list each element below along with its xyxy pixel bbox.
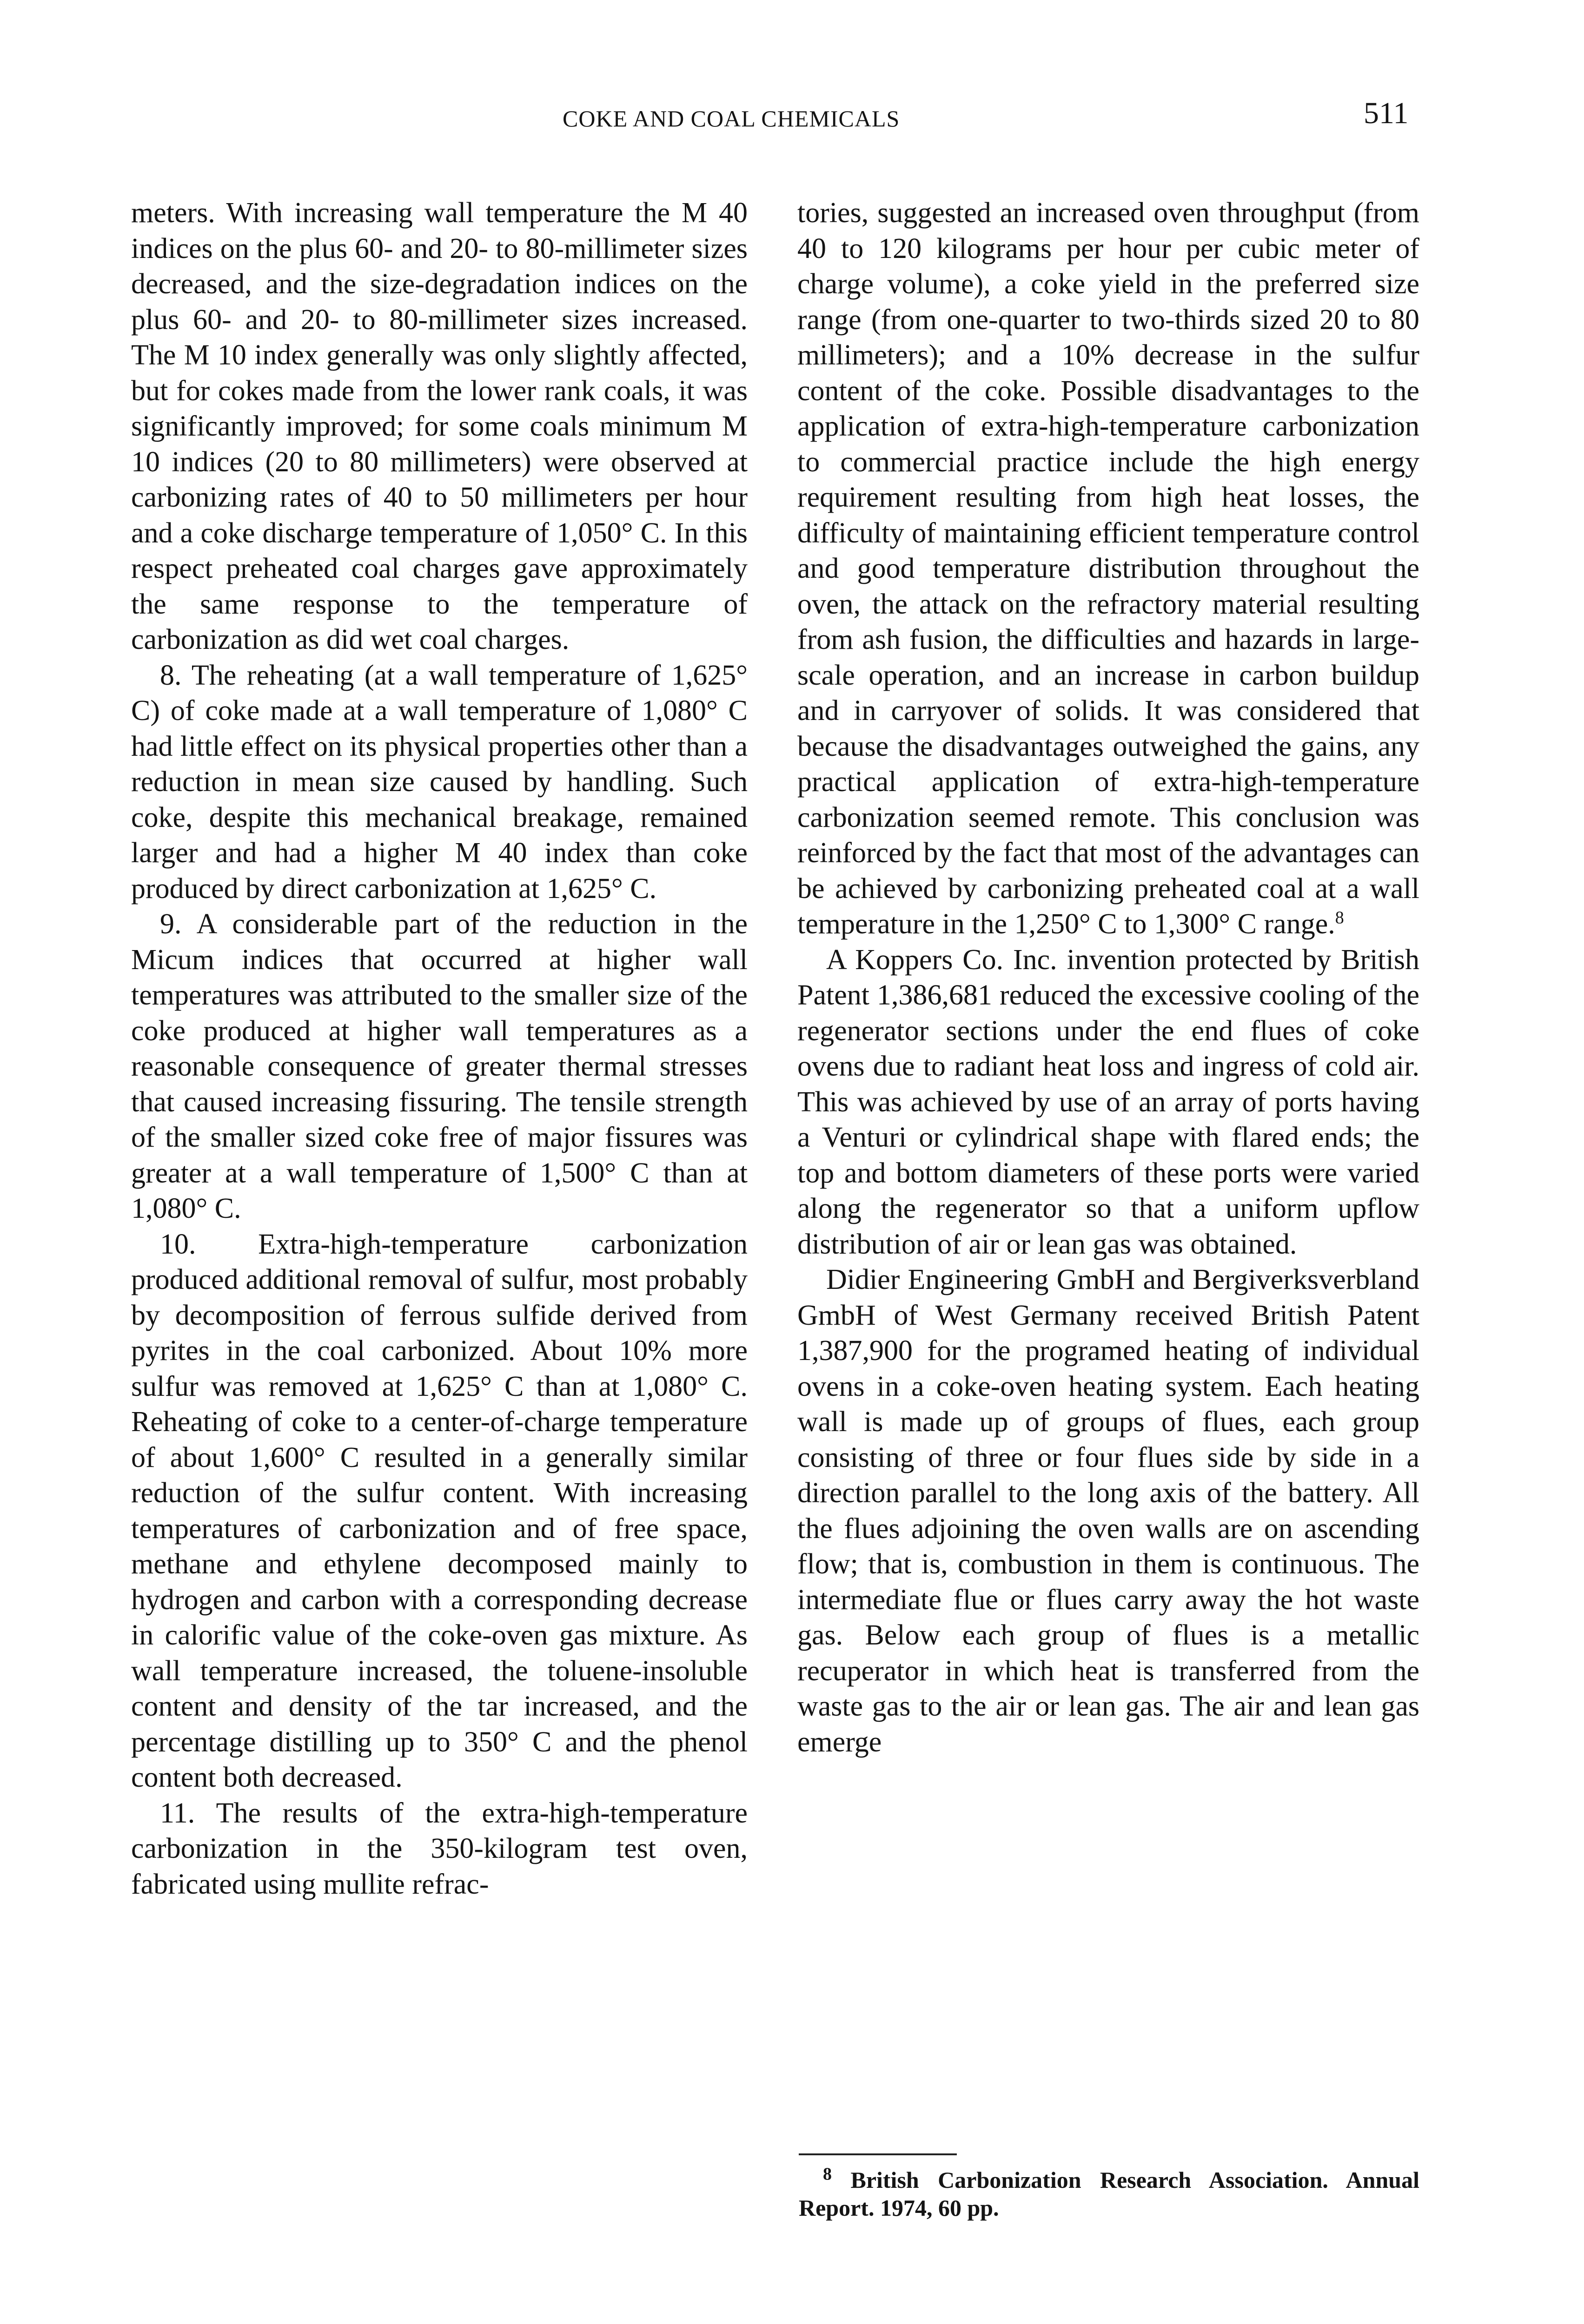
paragraph: 9. A considerable part of the reduction in the Micum indices that occurred at higher wall temperatures was attributed to the smaller size of the coke produced at higher wall temperatures as a reasonable consequence of greater thermal stresses that caused increasing fissuring. The tensile strength of the smaller sized coke free of major fissures was greater at a wall temperature of 1,500° C than at 1,080° C. <box>131 908 748 1224</box>
page-number: 511 <box>1364 96 1409 130</box>
footnote <box>799 2166 1419 2222</box>
footnote-reference[interactable]: 8 <box>1335 908 1344 928</box>
footnote-marker: 8 <box>823 2164 832 2184</box>
paragraph: 11. The results of the extra-high-temperature carbonization in the 350-kilogram test oven, fabricated using mullite refrac- <box>131 1797 748 1900</box>
paragraph: 8. The reheating (at a wall temperature of 1,625° C) of coke made at a wall temperature of 1,080° C had little effect on its physical properties other than a reduction in mean size caused by handling. Such coke, despite this mechanical breakage, remained larger and had a higher M 40 index than coke produced by direct carbonization at 1,625° C. <box>131 659 748 905</box>
paragraph: A Koppers Co. Inc. invention protected by British Patent 1,386,681 reduced the excessive cooling of the regenerator sections under the end flues of coke ovens due to radiant heat loss and ingress of cold air. This was achieved by use of an array of ports having a Venturi or cylindrical shape with flared ends; the top and bottom diameters of these ports were varied along the regenerator so that a uniform upflow distribution of air or lean gas was obtained. <box>797 944 1419 1260</box>
paragraph-text: tories, suggested an increased oven throughput (from 40 to 120 kilograms per hour per cubic meter of charge volume), a coke yield in the preferred size range (from one-quarter to two-thirds sized 20 to 80 millimeters); and a 10% decrease in the sulfur content of the coke. Possible disadvantages to the application of extra-high-temperature carbonization to commercial practice include the high energy requirement resulting from high heat losses, the difficulty of maintaining efficient temperature control and good temperature distribution throughout the oven, the attack on the refractory material resulting from ash fusion, the difficulties and hazards in large-scale operation, and an increase in carbon buildup and in carryover of solids. It was considered that because the disadvantages outweighed the gains, any practical application of extra-high-temperature carbonization seemed remote. This conclusion was reinforced by the fact that most of the advantages can be achieved by carbonizing preheated coal at a wall temperature in the 1,250° C to 1,300° C range. <box>797 197 1419 940</box>
left-column <box>131 195 748 1902</box>
footnote-divider <box>799 2153 957 2155</box>
paragraph: meters. With increasing wall temperature the M 40 indices on the plus 60- and 20- to 80-millimeter sizes decreased, and the size-degradation indices on the plus 60- and 20- to 80-millimeter sizes increased. The M 10 index generally was only slightly affected, but for cokes made from the lower rank coals, it was significantly improved; for some coals minimum M 10 indices (20 to 80 millimeters) were observed at carbonizing rates of 40 to 50 millimeters per hour and a coke discharge temperature of 1,050° C. In this respect preheated coal charges gave approximately the same response to the temperature of carbonization as did wet coal charges. <box>131 197 748 655</box>
paragraph: 10. Extra-high-temperature carbonization produced additional removal of sulfur, most probably by decomposition of ferrous sulfide derived from pyrites in the coal carbonized. About 10% more sulfur was removed at 1,625° C than at 1,080° C. Reheating of coke to a center-of-charge temperature of about 1,600° C resulted in a generally similar reduction of the sulfur content. With increasing temperatures of carbonization and of free space, methane and ethylene decomposed mainly to hydrogen and carbon with a corresponding decrease in calorific value of the coke-oven gas mixture. As wall temperature increased, the toluene-insoluble content and density of the tar increased, and the percentage distilling up to 350° C and the phenol content both decreased. <box>131 1228 748 1793</box>
running-head: COKE AND COAL CHEMICALS <box>563 106 900 132</box>
footnote-text: British Carbonization Research Association. Annual Report. 1974, 60 pp. <box>799 2167 1420 2221</box>
paragraph <box>797 195 1419 942</box>
paragraph: Didier Engineering GmbH and Bergiverksverbland GmbH of West Germany received British Patent 1,387,900 for the programed heating of individual ovens in a coke-oven heating system. Each heating wall is made up of groups of flues, each group consisting of three or four flues side by side in a direction parallel to the long axis of the battery. All the flues adjoining the oven walls are on ascending flow; that is, combustion in them is continuous. The intermediate flue or flues carry away the hot waste gas. Below each group of flues is a metallic recuperator in which heat is transferred from the waste gas to the air or lean gas. The air and lean gas emerge <box>797 1264 1419 1758</box>
right-column <box>797 195 1419 1760</box>
